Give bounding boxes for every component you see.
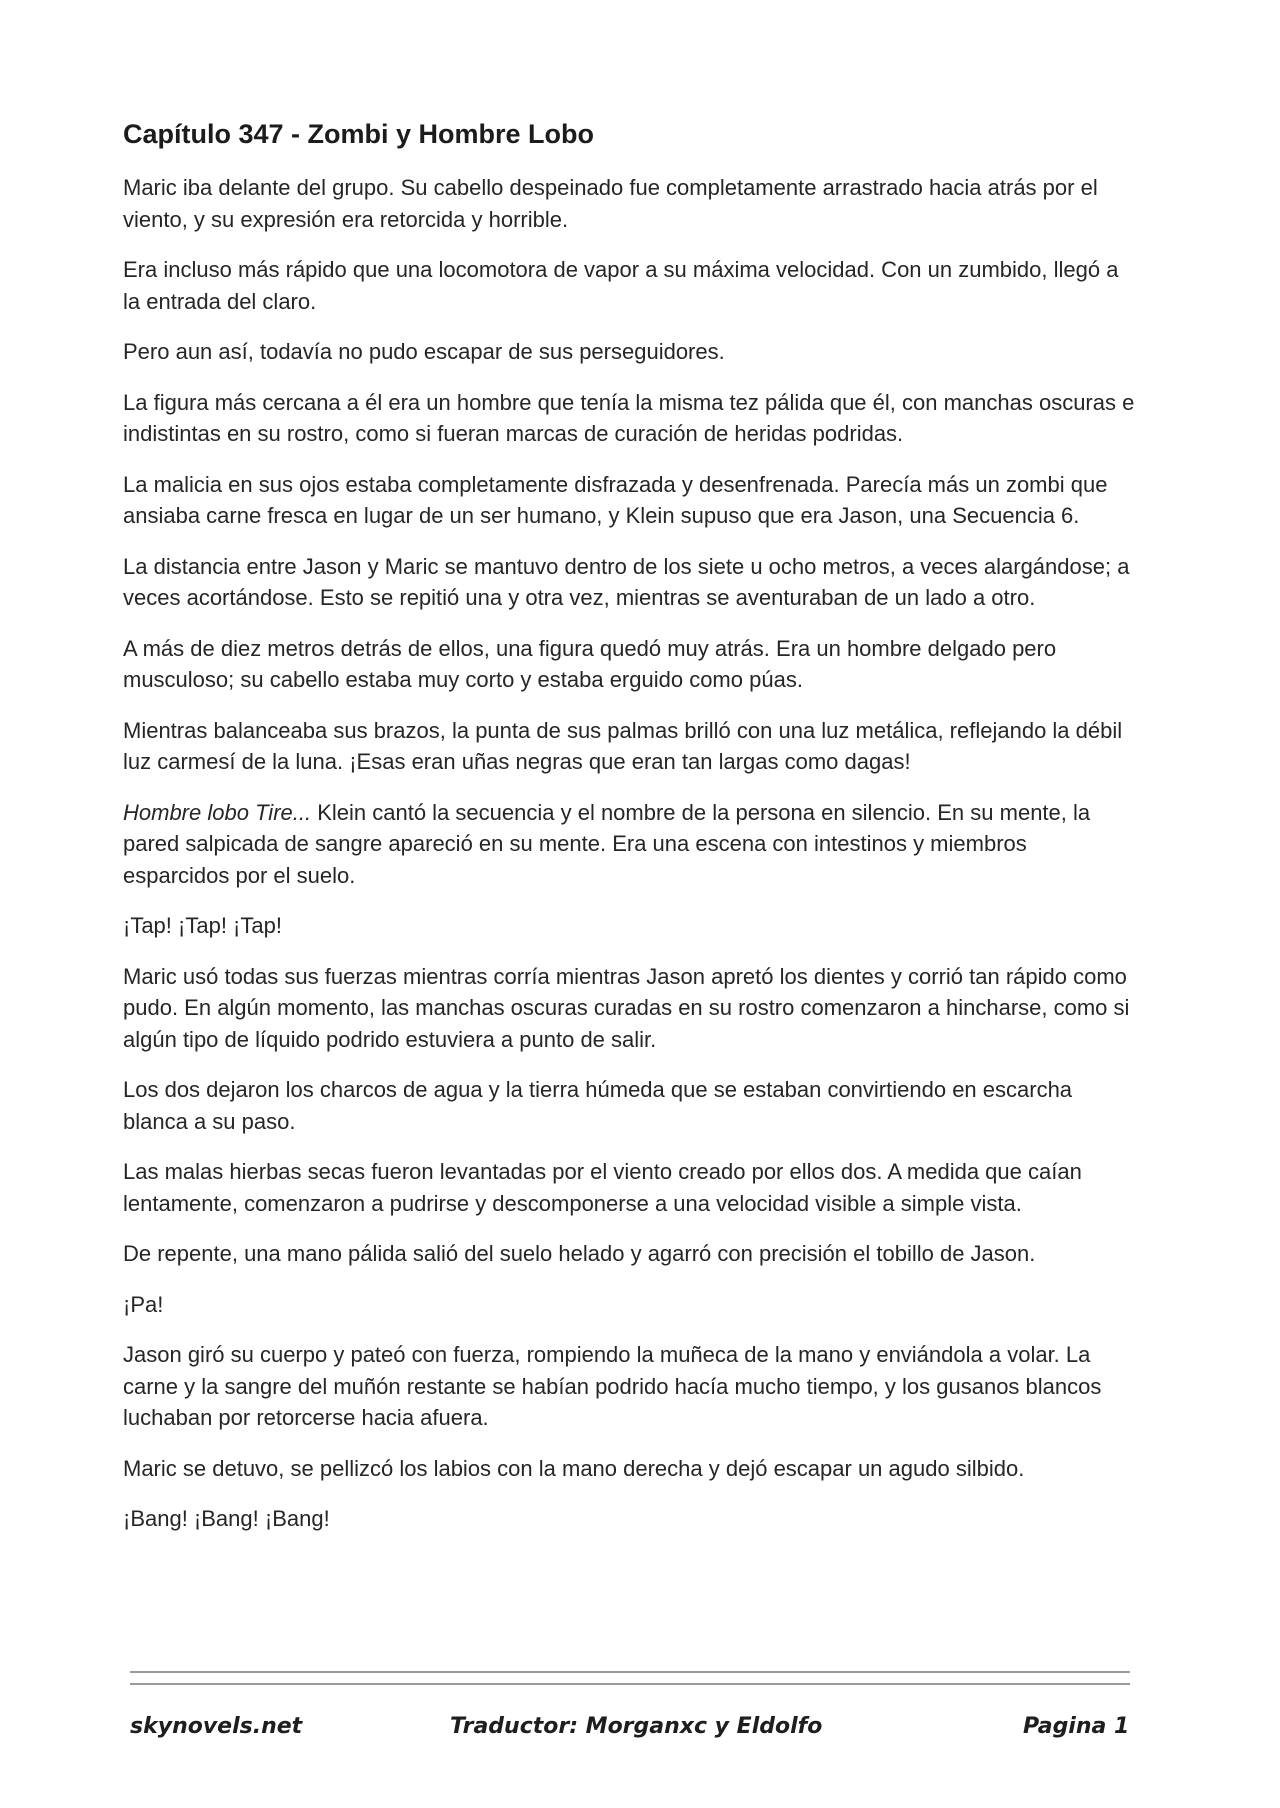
footer-translator: Traductor: Morganxc y Eldolfo — [450, 1714, 823, 1739]
paragraph: Era incluso más rápido que una locomotora de vapor a su máxima velocidad. Con un zumbido, llegó a la entrada del claro. — [123, 257, 1119, 314]
chapter-title: Capítulo 347 - Zombi y Hombre Lobo — [123, 119, 595, 149]
footer-site: skynovels.net — [130, 1714, 303, 1739]
paragraph: ¡Tap! ¡Tap! ¡Tap! — [123, 913, 282, 938]
paragraph: Las malas hierbas secas fueron levantadas por el viento creado por ellos dos. A medida que caían lentamente, comenzaron a pudrirse y descomponerse a una velocidad visible a simple vista. — [123, 1159, 1082, 1216]
paragraph-text: Klein cantó la secuencia y el nombre de la persona en silencio. En su mente, la pared salpicada de sangre apareció en su mente. Era una escena con intestinos y miembros esparcidos por el suelo. — [123, 799, 1091, 888]
paragraph: Mientras balanceaba sus brazos, la punta de sus palmas brilló con una luz metálica, reflejando la débil luz carmesí de la luna. ¡Esas eran uñas negras que eran tan largas como dagas! — [123, 717, 1123, 774]
document-body — [123, 116, 1139, 1554]
italic-phrase: Hombre lobo Tire... — [123, 799, 312, 825]
paragraph: La malicia en sus ojos estaba completamente disfrazada y desenfrenada. Parecía más un zombi que ansiaba carne fresca en lugar de un ser humano, y Klein supuso que era Jason, una Secuencia 6. — [123, 471, 1108, 528]
paragraph: ¡Bang! ¡Bang! ¡Bang! — [123, 1506, 330, 1531]
paragraph: La distancia entre Jason y Maric se mantuvo dentro de los siete u ocho metros, a veces alargándose; a veces acortándose. Esto se repitió una y otra vez, mientras se aventuraban de un lado a otro. — [123, 553, 1130, 610]
paragraph: Maric usó todas sus fuerzas mientras corría mientras Jason apretó los dientes y corrió tan rápido como pudo. En algún momento, las manchas oscuras curadas en su rostro comenzaron a hincharse, como si algún tipo de líquido podrido estuviera a punto de salir. — [123, 963, 1130, 1052]
paragraph: Maric se detuvo, se pellizcó los labios con la mano derecha y dejó escapar un agudo silbido. — [123, 1455, 1025, 1481]
paragraph: Los dos dejaron los charcos de agua y la tierra húmeda que se estaban convirtiendo en escarcha blanca a su paso. — [123, 1077, 1073, 1134]
footer-page-number: Pagina 1 — [1023, 1714, 1130, 1739]
paragraph: La figura más cercana a él era un hombre que tenía la misma tez pálida que él, con manchas oscuras e indistintas en su rostro, como si fueran marcas de curación de heridas podridas. — [123, 389, 1135, 446]
paragraph: Maric iba delante del grupo. Su cabello despeinado fue completamente arrastrado hacia atrás por el viento, y su expresión era retorcida y horrible. — [123, 175, 1098, 232]
paragraph: De repente, una mano pálida salió del suelo helado y agarró con precisión el tobillo de Jason. — [123, 1241, 1036, 1266]
paragraph: Jason giró su cuerpo y pateó con fuerza, rompiendo la muñeca de la mano y enviándola a volar. La carne y la sangre del muñón restante se habían podrido hacía mucho tiempo, y los gusanos blancos luchaban por retorcerse hacia afuera. — [123, 1342, 1102, 1430]
paragraph: Pero aun así, todavía no pudo escapar de sus perseguidores. — [123, 339, 725, 364]
paragraph-mixed — [123, 797, 1139, 892]
paragraph: A más de diez metros detrás de ellos, una figura quedó muy atrás. Era un hombre delgado pero musculoso; su cabello estaba muy corto y estaba erguido como púas. — [123, 635, 1057, 692]
footer-divider-top — [130, 1671, 1130, 1673]
footer-divider-bottom — [130, 1683, 1130, 1685]
paragraph: ¡Pa! — [123, 1291, 164, 1317]
